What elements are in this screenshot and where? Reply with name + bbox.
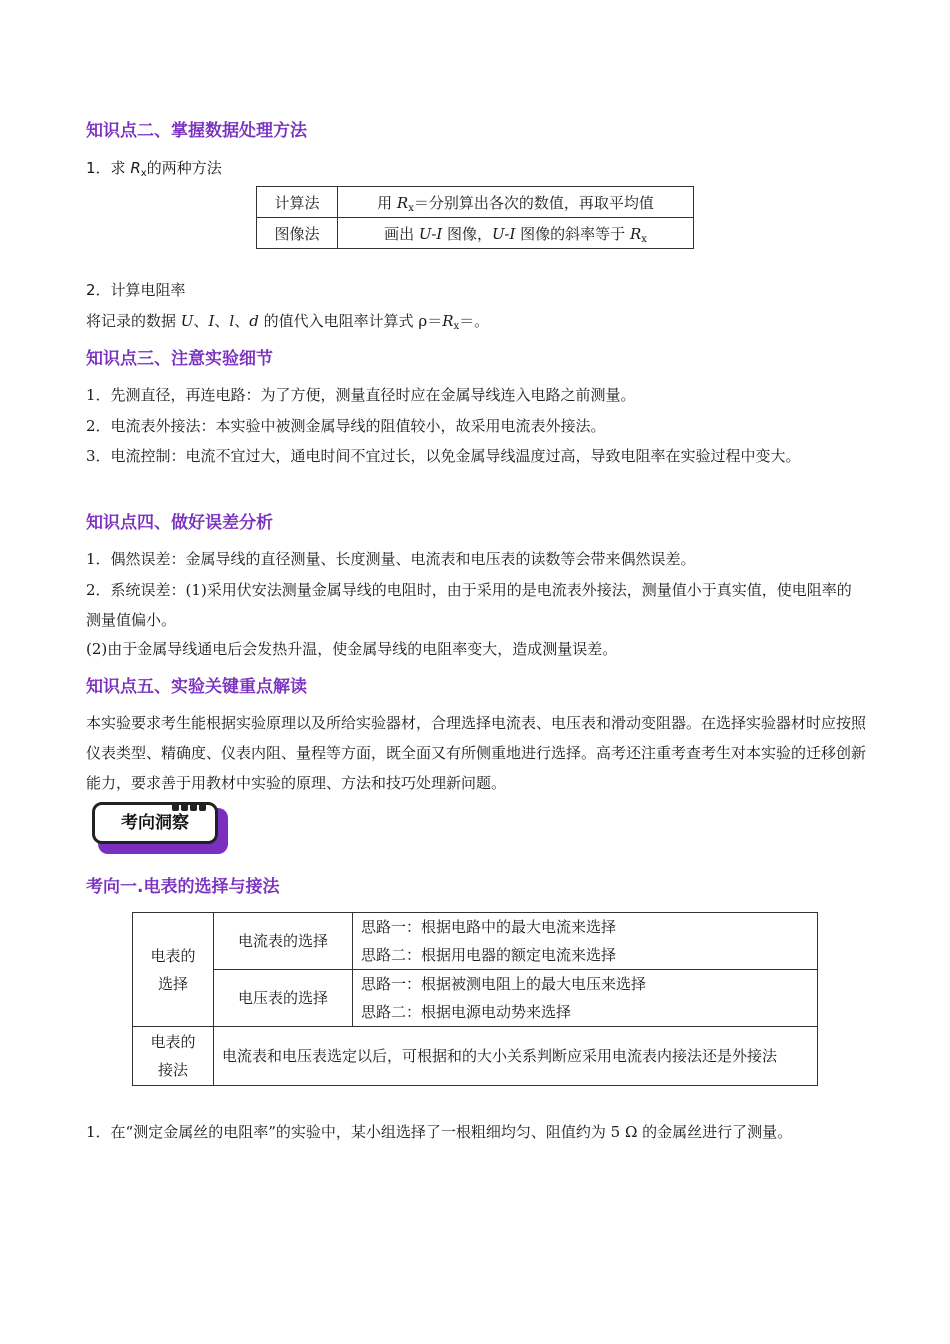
label-line: 选择	[157, 974, 188, 993]
voltmeter-label: 电压表的选择	[214, 970, 353, 1027]
item-text: 的两种方法	[146, 159, 222, 177]
sep: 、	[193, 312, 209, 330]
idea-line: 思路一：根据被测电阻上的最大电压来选择	[361, 975, 647, 993]
body-text: ＝。	[459, 312, 490, 330]
select-label	[133, 913, 214, 1027]
topic-heading-1: 考向一.电表的选择与接法	[86, 877, 280, 897]
desc-text: 图像，	[442, 224, 493, 243]
section-heading-5: 知识点五、实验关键重点解读	[86, 677, 307, 697]
list-item: 2．系统误差：(1)采用伏安法测量金属导线的电阻时，由于采用的是电流表外接法，测量值小于真实值，使电阻率的测量值偏小。	[86, 581, 852, 629]
connect-desc: 电流表和电压表选定以后，可根据和的大小关系判断应采用电流表内接法还是外接法	[214, 1027, 818, 1086]
body-text: 将记录的数据	[86, 312, 181, 330]
list-item: 1．先测直径，再连电路：为了方便，测量直径时应在金属导线连入电路之前测量。	[86, 386, 636, 404]
section-heading-2: 知识点二、掌握数据处理方法	[86, 121, 307, 141]
key-points-body: 本实验要求考生能根据实验原理以及所给实验器材，合理选择电流表、电压表和滑动变阻器。在选择实验器材时应按照仪表类型、精确度、仪表内阻、量程等方面，既全面又有所侧重地进行选择。高考还注重考查考生对本实验的迁移创新能力，要求善于用教材中实验的原理、方法和技巧处理新问题。	[86, 714, 867, 792]
ammeter-label: 电流表的选择	[214, 913, 353, 970]
item-text: 计算电阻率	[110, 281, 186, 299]
list-item: 2．电流表外接法：本实验中被测金属导线的阻值较小，故采用电流表外接法。	[86, 417, 606, 435]
desc-text: 画出	[384, 224, 419, 243]
rx-methods-table	[256, 186, 694, 249]
table-row	[257, 218, 694, 249]
idea-line: 思路二：根据电源电动势来选择	[361, 1003, 572, 1021]
var-i: I	[208, 312, 215, 330]
sub-x: x	[641, 233, 647, 245]
resistivity-formula-text	[86, 306, 866, 336]
label-line: 接法	[157, 1061, 188, 1079]
ammeter-ideas	[353, 913, 818, 970]
method-desc	[338, 187, 694, 218]
table-row	[133, 1027, 818, 1086]
section-heading-4: 知识点四、做好误差分析	[86, 513, 273, 533]
body-text: 的值代入电阻率计算式 ρ＝	[258, 312, 443, 330]
var-r: R	[629, 224, 642, 243]
table-row	[133, 970, 818, 1027]
item-resistivity	[86, 275, 866, 305]
topic-badge	[92, 802, 230, 856]
sep: 、	[234, 312, 250, 330]
label-line: 电表的	[150, 1033, 196, 1051]
binder-tabs-icon	[172, 796, 212, 806]
var-r: R	[396, 193, 409, 212]
sep: 、	[214, 312, 230, 330]
item-number: 1．	[86, 159, 111, 177]
section-heading-3: 知识点三、注意实验细节	[86, 349, 273, 369]
var-l: l	[229, 312, 235, 330]
var-ui: U-I	[418, 224, 443, 243]
list-item: 1．偶然误差：金属导线的直径测量、长度测量、电流表和电压表的读数等会带来偶然误差。	[86, 550, 696, 568]
method-name: 图像法	[257, 218, 338, 249]
desc-text: 用	[377, 193, 397, 212]
sub-x: x	[453, 321, 460, 332]
var-d: d	[249, 312, 259, 330]
item-rx-methods	[86, 153, 866, 183]
method-desc	[338, 218, 694, 249]
method-name: 计算法	[257, 187, 338, 218]
table-row	[257, 187, 694, 218]
desc-text: ＝分别算出各次的数值，再取平均值	[413, 193, 654, 212]
question-1: 1．在“测定金属丝的电阻率”的实验中，某小组选择了一根粗细均匀、阻值约为 5 Ω 的金属丝进行了测量。	[86, 1123, 793, 1141]
idea-line: 思路一：根据电路中的最大电流来选择	[361, 918, 617, 936]
connect-label	[133, 1027, 214, 1086]
idea-line: 思路二：根据用电器的额定电流来选择	[361, 946, 617, 964]
sub-x: x	[140, 168, 147, 179]
item-number: 2．	[86, 281, 111, 299]
meter-selection-table	[132, 912, 818, 1086]
desc-text: 图像的斜率等于	[515, 224, 630, 243]
var-u: U	[180, 312, 194, 330]
var-r: R	[130, 159, 141, 177]
item-text: 求	[110, 159, 131, 177]
var-ui: U-I	[492, 224, 516, 243]
voltmeter-ideas	[353, 970, 818, 1027]
sub-x: x	[408, 202, 414, 214]
var-r: R	[442, 312, 454, 330]
list-item: (2)由于金属导线通电后会发热升温，使金属导线的电阻率变大，造成测量误差。	[86, 640, 618, 658]
badge-label: 考向洞察	[92, 802, 218, 844]
label-line: 电表的	[150, 946, 196, 965]
table-row	[133, 913, 818, 970]
list-item: 3．电流控制：电流不宜过大，通电时间不宜过长，以免金属导线温度过高，导致电阻率在实验过程中变大。	[86, 447, 801, 465]
